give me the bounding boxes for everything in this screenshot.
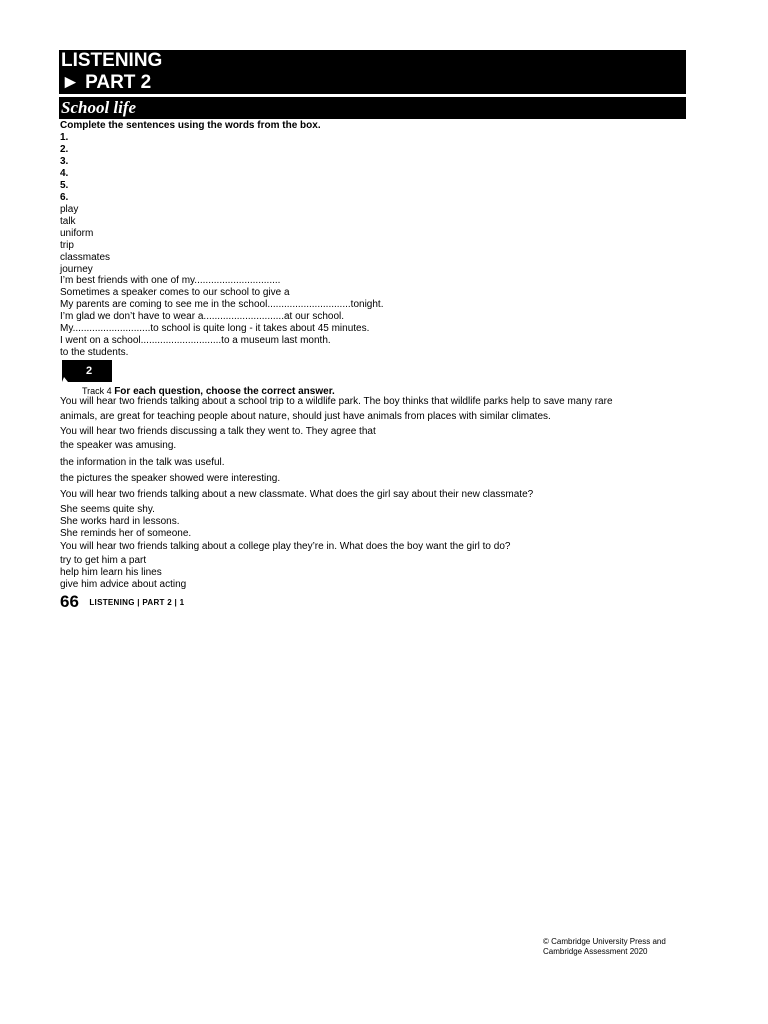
exercise1-instruction: Complete the sentences using the words from the box. [60, 120, 321, 131]
answer-option: the pictures the speaker showed were interesting. [60, 473, 281, 484]
sentence: I went on a school.............................to a museum last month. [60, 335, 331, 346]
copyright [543, 937, 666, 957]
word-box-item: play [60, 204, 79, 215]
answer-option: the information in the talk was useful. [60, 457, 225, 468]
page-number: 66 [60, 592, 79, 611]
question-text: You will hear two friends talking about a college play they’re in. What does the boy want the girl to do? [60, 541, 511, 552]
section-title: School life [61, 98, 137, 117]
header-title: LISTENING [61, 50, 163, 71]
sentence: to the students. [60, 347, 129, 358]
answer-option: try to get him a part [60, 555, 147, 566]
section-bar [59, 97, 686, 119]
exercise-number-tag [62, 360, 112, 382]
exercise-number: 2 [85, 365, 93, 377]
answer-option: She seems quite shy. [60, 504, 155, 515]
word-box-item: talk [60, 216, 76, 227]
header-part: ► PART 2 [61, 72, 152, 93]
word-box-item: journey [60, 264, 93, 275]
question-text: You will hear two friends talking about a new classmate. What does the girl say about their new classmate? [60, 489, 534, 500]
footer-section: LISTENING | PART 2 | 1 [89, 597, 185, 607]
question-number: 6. [60, 192, 69, 203]
question-text: animals, are great for teaching people about nature, should just have animals from places with similar climates. [60, 411, 551, 422]
sentence: I’m glad we don’t have to wear a.............................at our school. [60, 311, 345, 322]
header-banner [59, 50, 686, 94]
question-number: 1. [60, 132, 69, 143]
exercise2-instruction: For each question, choose the correct answer. [114, 386, 335, 397]
copyright-line: © Cambridge University Press and [543, 937, 666, 946]
word-box-item: classmates [60, 252, 111, 263]
answer-option: She works hard in lessons. [60, 516, 180, 527]
track-label: Track 4 [82, 386, 112, 396]
answer-option: give him advice about acting [60, 579, 187, 590]
sentence: I’m best friends with one of my............................... [60, 275, 281, 286]
question-number: 2. [60, 144, 69, 155]
question-number: 5. [60, 180, 69, 191]
question-number: 4. [60, 168, 69, 179]
question-text: You will hear two friends discussing a talk they went to. They agree that [60, 426, 376, 437]
sentence: My............................to school is quite long - it takes about 45 minutes. [60, 323, 370, 334]
answer-option: She reminds her of someone. [60, 528, 192, 539]
question-number: 3. [60, 156, 69, 167]
sentence: Sometimes a speaker comes to our school to give a [60, 287, 290, 298]
page-footer [60, 592, 184, 612]
question-text: You will hear two friends talking about a school trip to a wildlife park. The boy thinks that wildlife parks help to save many rare [60, 396, 613, 407]
answer-option: help him learn his lines [60, 567, 162, 578]
word-box-item: trip [60, 240, 74, 251]
answer-option: the speaker was amusing. [60, 440, 177, 451]
sentence: My parents are coming to see me in the school..............................tonight. [60, 299, 384, 310]
word-box-item: uniform [60, 228, 94, 239]
copyright-line: Cambridge Assessment 2020 [543, 947, 648, 956]
